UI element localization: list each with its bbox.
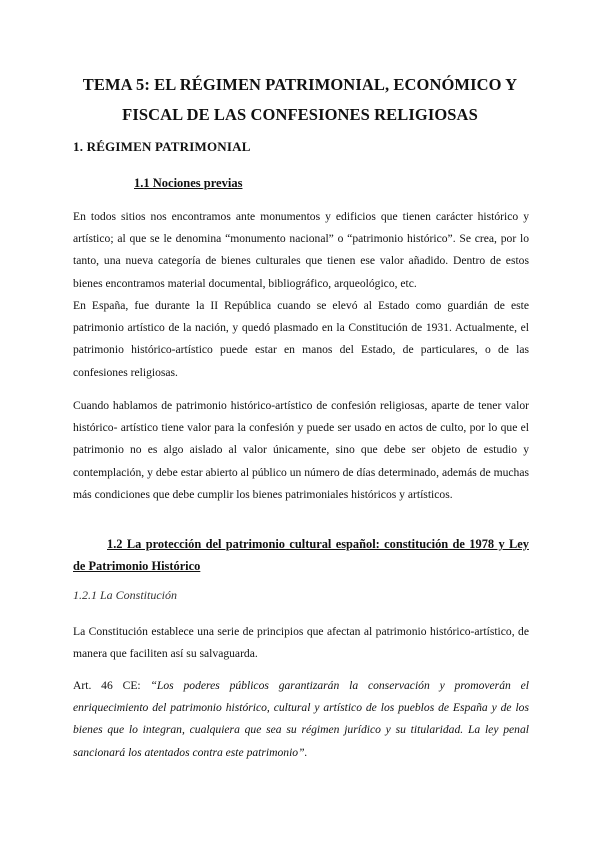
document-title: TEMA 5: EL RÉGIMEN PATRIMONIAL, ECONÓMICO Y FISCAL DE LAS CONFESIONES RELIGIOSAS xyxy=(82,75,518,124)
paragraph: En todos sitios nos encontramos ante monumentos y edificios que tienen carácter histórico y artístico; al que se le denomina “monumento nacional” o “patrimonio histórico”. Se crea, por lo tanto, una nueva categoría de bienes culturales que tienen ese valor añadido. Dentro de estos bienes encontramos material documental, bibliográfico, arqueológico, etc. xyxy=(73,210,529,290)
paragraph: Cuando hablamos de patrimonio histórico-artístico de confesión religiosas, aparte de tener valor histórico- artístico tiene valor para la confesión y puede ser usado en actos de culto, por lo que el patrimonio no es algo aislado al valor únicamente, sino que debe ser objeto de estudio y contemplación, y debe estar abierto al público un número de días determinado, además de muchas más condiciones que debe cumplir los bienes patrimoniales históricos y artísticos. xyxy=(73,399,529,501)
quote-text: “Los poderes públicos garantizarán la conservación y promoverán el enriquecimiento del patrimonio histórico, cultural y artístico de los pueblos de España y de los bienes que lo integran, cualquiera que sea su régimen jurídico y su titularidad. La ley penal sancionará los atentados contra este patrimonio”. xyxy=(73,679,529,759)
subsubsection-heading: 1.2.1 La Constitución xyxy=(73,588,178,602)
paragraph: En España, fue durante la II República cuando se elevó al Estado como guardián de este patrimonio artístico de la nación, y quedó plasmado en la Constitución de 1931. Actualmente, el patrimonio histórico-artístico puede estar en manos del Estado, de particulares, o de las confesiones religiosas. xyxy=(73,299,529,379)
subsection-heading: 1.1 Nociones previas xyxy=(134,176,243,190)
quote-paragraph xyxy=(73,675,529,764)
quote-lead: Art. 46 CE: xyxy=(73,679,151,692)
section-heading: 1. RÉGIMEN PATRIMONIAL xyxy=(73,139,251,154)
subsection-heading: 1.2 La protección del patrimonio cultural español: constitución de 1978 y Ley de Patrimonio Histórico xyxy=(73,537,529,573)
paragraph: La Constitución establece una serie de principios que afectan al patrimonio histórico-artístico, de manera que faciliten así su salvaguarda. xyxy=(73,625,529,661)
